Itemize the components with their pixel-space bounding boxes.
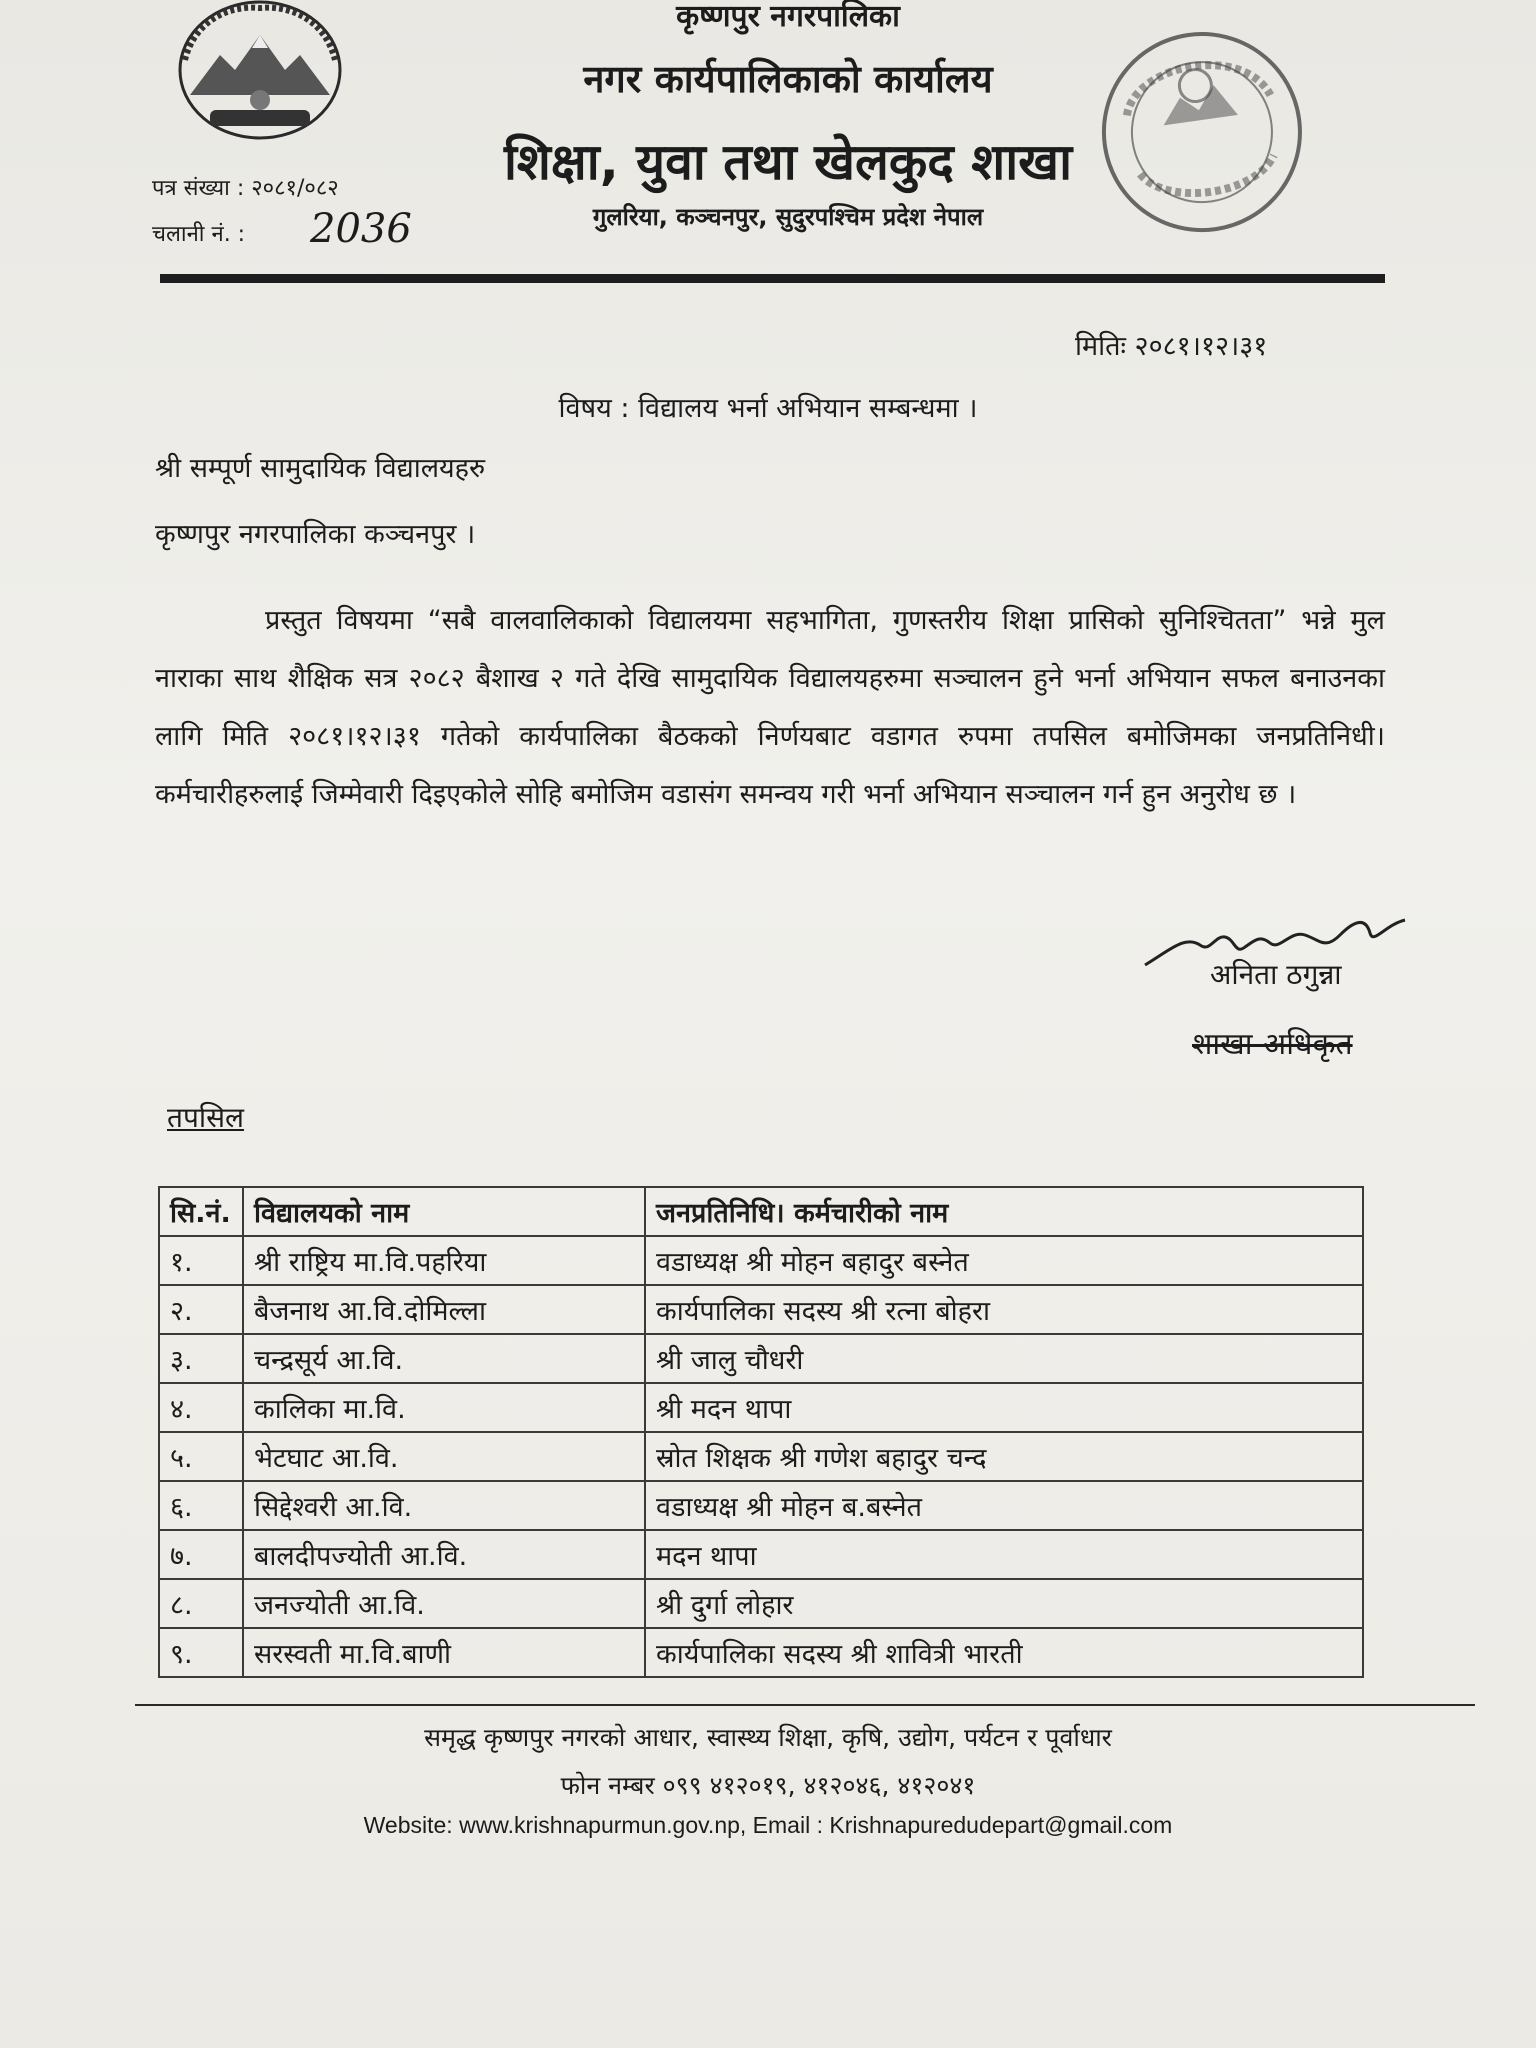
municipality-name: कृष्णपुर नगरपालिका [676, 0, 900, 34]
table-row [159, 1628, 1363, 1677]
table-row [159, 1481, 1363, 1530]
annex-title: तपसिल [167, 1101, 245, 1134]
representative-cell: श्री मदन थापा [645, 1383, 1363, 1432]
representative-cell: श्री जालु चौधरी [645, 1334, 1363, 1383]
representative-cell: स्रोत शिक्षक श्री गणेश बहादुर चन्द [645, 1432, 1363, 1481]
serial-cell: ८. [159, 1579, 243, 1628]
school-cell: जनज्योती आ.वि. [243, 1579, 645, 1628]
letter-date: मितिः २०८१।१२।३१ [1075, 331, 1268, 362]
serial-cell: ७. [159, 1530, 243, 1579]
addressee-line-1: श्री सम्पूर्ण सामुदायिक विद्यालयहरु [155, 453, 486, 484]
table-row [159, 1285, 1363, 1334]
letter-subject: विषय : विद्यालय भर्ना अभियान सम्बन्धमा । [558, 393, 978, 424]
school-cell: बालदीपज्योती आ.वि. [243, 1530, 645, 1579]
table-row [159, 1579, 1363, 1628]
dispatch-label: चलानी नं. : [152, 222, 246, 247]
footer-contact: Website: www.krishnapurmun.gov.np, Email : Krishnapuredudepart@gmail.com [363, 1812, 1173, 1838]
representative-cell: वडाध्यक्ष श्री मोहन बहादुर बस्नेत [645, 1236, 1363, 1285]
school-cell: सरस्वती मा.वि.बाणी [243, 1628, 645, 1677]
serial-cell: २. [159, 1285, 243, 1334]
serial-cell: ६. [159, 1481, 243, 1530]
school-cell: श्री राष्ट्रिय मा.वि.पहरिया [243, 1236, 645, 1285]
responsibility-table [158, 1186, 1364, 1678]
school-cell: बैजनाथ आ.वि.दोमिल्ला [243, 1285, 645, 1334]
office-address: गुलरिया, कञ्चनपुर, सुदुरपश्चिम प्रदेश नेपाल [592, 203, 984, 231]
serial-cell: ३. [159, 1334, 243, 1383]
serial-cell: १. [159, 1236, 243, 1285]
dispatch-number-handwritten: 2036 [310, 206, 412, 252]
school-cell: चन्द्रसूर्य आ.वि. [243, 1334, 645, 1383]
table-row [159, 1383, 1363, 1432]
header-divider [160, 274, 1385, 283]
school-cell: कालिका मा.वि. [243, 1383, 645, 1432]
table-row [159, 1432, 1363, 1481]
representative-cell: श्री दुर्गा लोहार [645, 1579, 1363, 1628]
signer-designation: शाखा-अधिकृत [1192, 1027, 1353, 1062]
table-row [159, 1530, 1363, 1579]
column-header-school: विद्यालयको नाम [243, 1187, 645, 1236]
serial-cell: ५. [159, 1432, 243, 1481]
table-header-row [159, 1187, 1363, 1236]
representative-cell: वडाध्यक्ष श्री मोहन ब.बस्नेत [645, 1481, 1363, 1530]
table-row [159, 1236, 1363, 1285]
branch-name: शिक्षा, युवा तथा खेलकुद शाखा [503, 133, 1073, 191]
letter-body: प्रस्तुत विषयमा “सबै वालवालिकाको विद्यालयमा सहभागिता, गुणस्तरीय शिक्षा प्रासिको सुनिश्चितता” भन्ने मुल नाराका साथ शैक्षिक सत्र २०८२ बैशाख २ गते देखि सामुदायिक विद्यालयहरुमा सञ्चालन हुने भर्ना अभियान सफल बनाउनका लागि मिति २०८१।१२।३१ गतेको कार्यपालिका बैठकको निर्णयबाट वडागत रुपमा तपसिल बमोजिमका जनप्रतिनिधी।कर्मचारीहरुलाई जिम्मेवारी दिइएकोले सोहि बमोजिम वडासंग समन्वय गरी भर्ना अभियान सञ्चालन गर्न हुन अनुरोध छ । [155, 605, 1385, 810]
footer-divider [135, 1704, 1475, 1706]
office-name: नगर कार्यपालिकाको कार्यालय [583, 57, 993, 101]
table-row [159, 1334, 1363, 1383]
column-header-serial: सि.नं. [159, 1187, 243, 1236]
footer-phone: फोन नम्बर ०९९ ४१२०१९, ४१२०४६, ४१२०४१ [560, 1771, 976, 1800]
representative-cell: कार्यपालिका सदस्य श्री शावित्री भारती [645, 1628, 1363, 1677]
representative-cell: मदन थापा [645, 1530, 1363, 1579]
school-cell: भेटघाट आ.वि. [243, 1432, 645, 1481]
office-stamp-icon [1081, 11, 1324, 254]
signer-name: अनिता ठगुन्ना [1210, 958, 1342, 991]
footer-slogan: समृद्ध कृष्णपुर नगरको आधार, स्वास्थ्य शिक्षा, कृषि, उद्योग, पर्यटन र पूर्वाधार [424, 1723, 1112, 1752]
school-cell: सिद्देश्वरी आ.वि. [243, 1481, 645, 1530]
serial-cell: ४. [159, 1383, 243, 1432]
representative-cell: कार्यपालिका सदस्य श्री रत्ना बोहरा [645, 1285, 1363, 1334]
addressee-line-2: कृष्णपुर नगरपालिका कञ्चनपुर । [155, 519, 476, 550]
serial-cell: ९. [159, 1628, 243, 1677]
letter-number: पत्र संख्या : २०८१/०८२ [152, 176, 339, 201]
column-header-representative: जनप्रतिनिधि। कर्मचारीको नाम [645, 1187, 1363, 1236]
